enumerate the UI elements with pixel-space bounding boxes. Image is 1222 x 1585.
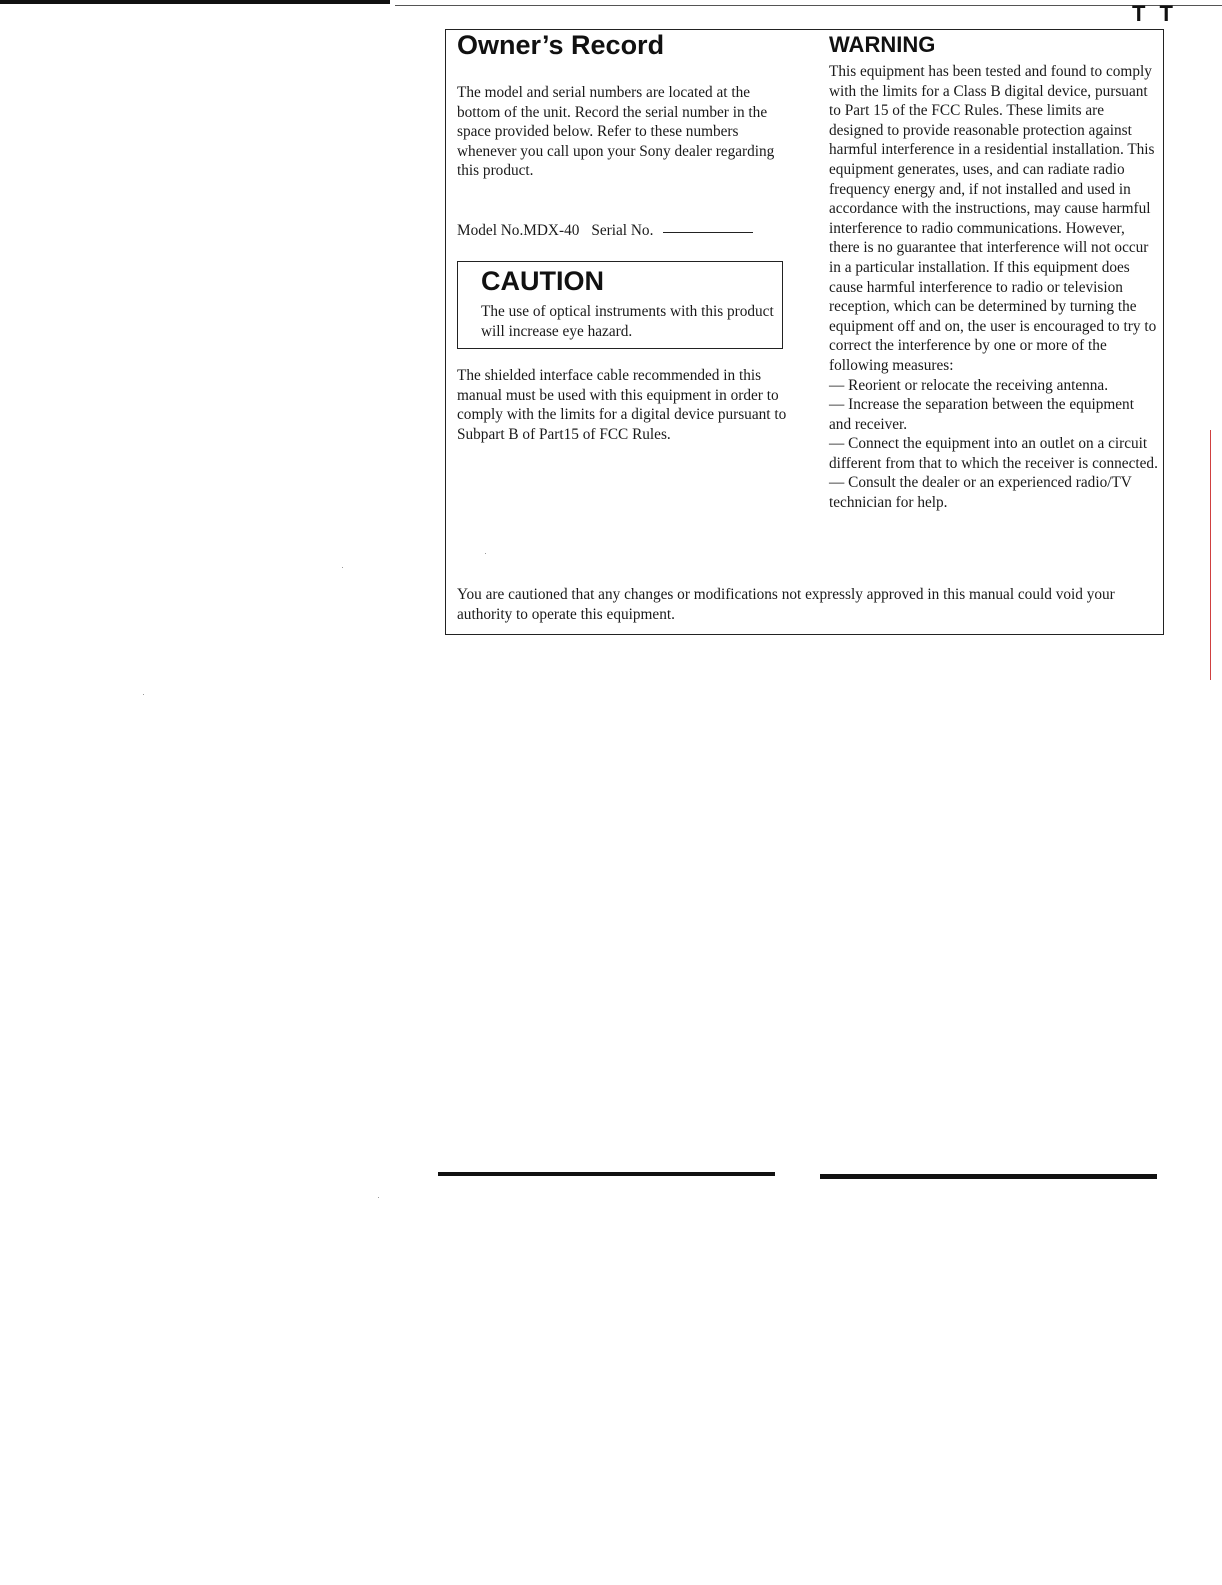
scan-speck <box>143 694 144 695</box>
warning-measure: — Increase the separation between the equipment and receiver. <box>829 396 1134 433</box>
model-serial-row <box>457 221 753 241</box>
modification-caution: You are cautioned that any changes or modifications not expressly approved in this manual could void your authority to operate this equipment. <box>457 586 1115 623</box>
top-thin-rule <box>395 5 1222 6</box>
serial-number-blank <box>663 232 753 233</box>
warning-paragraph: This equipment has been tested and found to comply with the limits for a Class B digital device, pursuant to Part 15 of the FCC Rules. These limits are designed to provide reasonable protection against harmful interference in a residential installation. This equipment generates, uses, and can radiate radio frequency energy and, if not installed and used in accordance with the instructions, may cause harmful interference to radio communications. However, there is no guarantee that interference will not occur in a particular installation. If this equipment does cause harmful interference to radio or television reception, which can be determined by turning the equipment off and on, the user is encouraged to try to correct the interference by one or more of the following measures: <box>829 63 1157 374</box>
warning-measure: — Consult the dealer or an experienced radio/TV technician for help. <box>829 474 1132 512</box>
scan-speck <box>485 553 486 554</box>
page-corner-mark: T T <box>1132 1 1177 26</box>
scan-edge-line <box>1210 430 1211 680</box>
scan-speck <box>378 1197 379 1198</box>
warning-body <box>829 62 1159 513</box>
shielded-cable-notice: The shielded interface cable recommended in this manual must be used with this equipment in order to comply with the limits for a digital device pursuant to Subpart B of Part15 of FCC Rules. <box>457 367 787 443</box>
owners-record-intro: The model and serial numbers are located at the bottom of the unit. Record the serial number in the space provided below. Refer to these numbers whenever you call upon your Sony dealer regarding this product. <box>457 84 775 180</box>
top-edge-rule <box>0 0 390 4</box>
bottom-rule-left <box>438 1172 775 1176</box>
model-number-label: Model No.MDX-40 <box>457 222 580 239</box>
warning-measure: — Reorient or relocate the receiving antenna. <box>829 376 1109 394</box>
caution-box <box>457 261 783 349</box>
serial-number-label: Serial No. <box>591 222 654 239</box>
caution-title: CAUTION <box>481 266 604 296</box>
warning-measure: — Connect the equipment into an outlet on a circuit different from that to which the receiver is connected. <box>829 435 1158 472</box>
scan-speck <box>342 567 343 568</box>
owners-record-title: Owner’s Record <box>457 30 665 60</box>
caution-text: The use of optical instruments with this product will increase eye hazard. <box>481 303 774 340</box>
bottom-rule-right <box>820 1174 1157 1179</box>
warning-title: WARNING <box>829 32 936 57</box>
